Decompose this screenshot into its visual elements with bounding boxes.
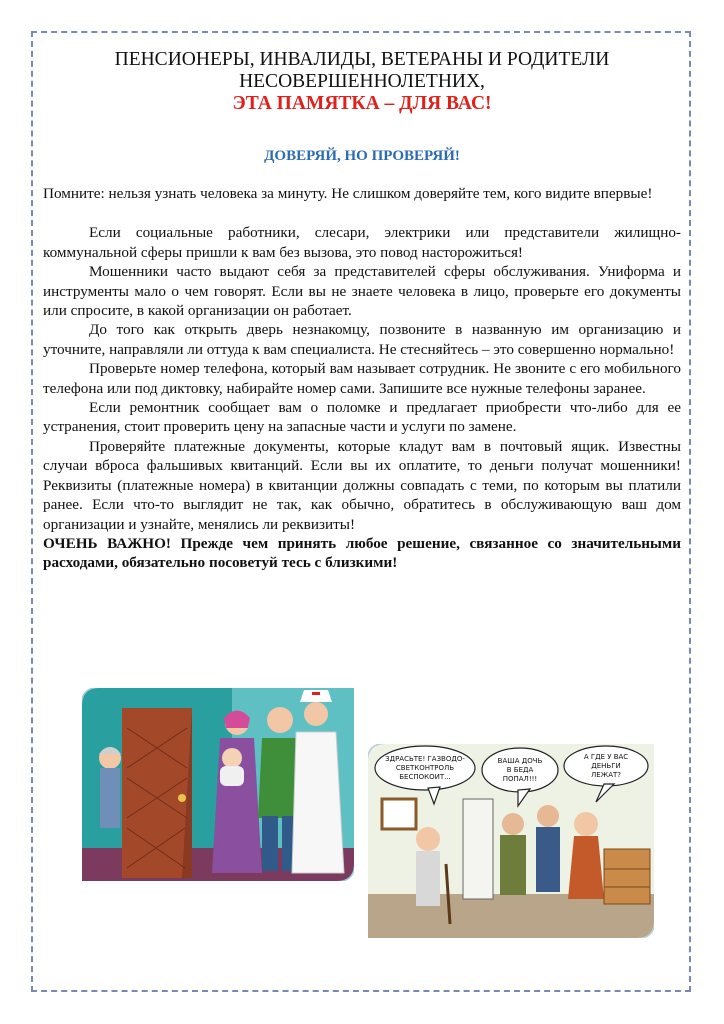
paragraph: Проверяйте платежные документы, которые кладут вам в почтовый ящик. Известны случаи вброса фальшивых квитанций. Если вы их оплатите, то деньги получат мошенники! Реквизиты (платежные номера) в квитанции должны совпадать с теми, по которым вы платили ранее. Если что-то выглядит не так, как обычно, обратитесь в обслуживающую ваш дом организации и узнайте, менялись ли реквизиты! [43, 437, 681, 533]
page-title [40, 49, 684, 115]
body-text [43, 184, 681, 573]
bubble2-line1: ВАША ДОЧЬ [497, 757, 543, 765]
bubble3-line2: ДЕНЬГИ [591, 762, 621, 770]
bubble2-line3: ПОПАЛ!!! [502, 775, 538, 783]
subtitle: ДОВЕРЯЙ, НО ПРОВЕРЯЙ! [264, 148, 460, 164]
paragraph: Если ремонтник сообщает вам о поломке и предлагает приобрести что-либо для ее устранения, стоит проверить цену на запасные части и услуги по замене. [43, 399, 681, 436]
bubble2-line2: В БЕДА [506, 766, 534, 774]
important-note: ОЧЕНЬ ВАЖНО! Прежде чем принять любое решение, связанное со значительными расходами, обязательно посоветуй тесь с близкими! [43, 534, 681, 572]
bubble3-line3: ЛЕЖАТ? [590, 771, 622, 779]
comic-illustration [368, 744, 654, 938]
paragraph: Мошенники часто выдают себя за представителей сферы обслуживания. Униформа и инструменты мало о чем говорят. Если вы не знаете человека в лицо, проверьте его документы или спросите, в какой организации он работает. [43, 263, 681, 320]
title-line-1: ПЕНСИОНЕРЫ, ИНВАЛИДЫ, ВЕТЕРАНЫ И РОДИТЕЛИ [114, 49, 610, 70]
bubble1-line1: ЗДРАСЬТЕ! ГАЗВОДО- [385, 755, 465, 763]
door-visitors-illustration [82, 688, 354, 881]
title-line-2: НЕСОВЕРШЕННОЛЕТНИХ, [239, 71, 485, 92]
bubble1-line2: СВЕТКОНТРОЛЬ [395, 764, 455, 772]
bubble3-line1: А ГДЕ У ВАС [583, 753, 629, 761]
title-line-3: ЭТА ПАМЯТКА – ДЛЯ ВАС! [232, 93, 492, 114]
paragraph: Проверьте номер телефона, который вам называет сотрудник. Не звоните с его мобильного телефона или под диктовку, набирайте номер сами. Запишите все нужные телефоны заранее. [43, 360, 681, 397]
intro-paragraph: Помните: нельзя узнать человека за минуту. Не слишком доверяйте тем, кого видите впервые! [43, 185, 653, 202]
paragraph: До того как открыть дверь незнакомцу, позвоните в названную им организацию и уточните, направляли ли оттуда к вам специалиста. Не стесняйтесь – это совершенно нормально! [43, 321, 681, 358]
paragraph: Если социальные работники, слесари, электрики или представители жилищно-коммунальной сферы пришли к вам без вызова, это повод насторожиться! [43, 224, 681, 261]
bubble1-line3: БЕСПОКОИТ... [399, 773, 451, 781]
